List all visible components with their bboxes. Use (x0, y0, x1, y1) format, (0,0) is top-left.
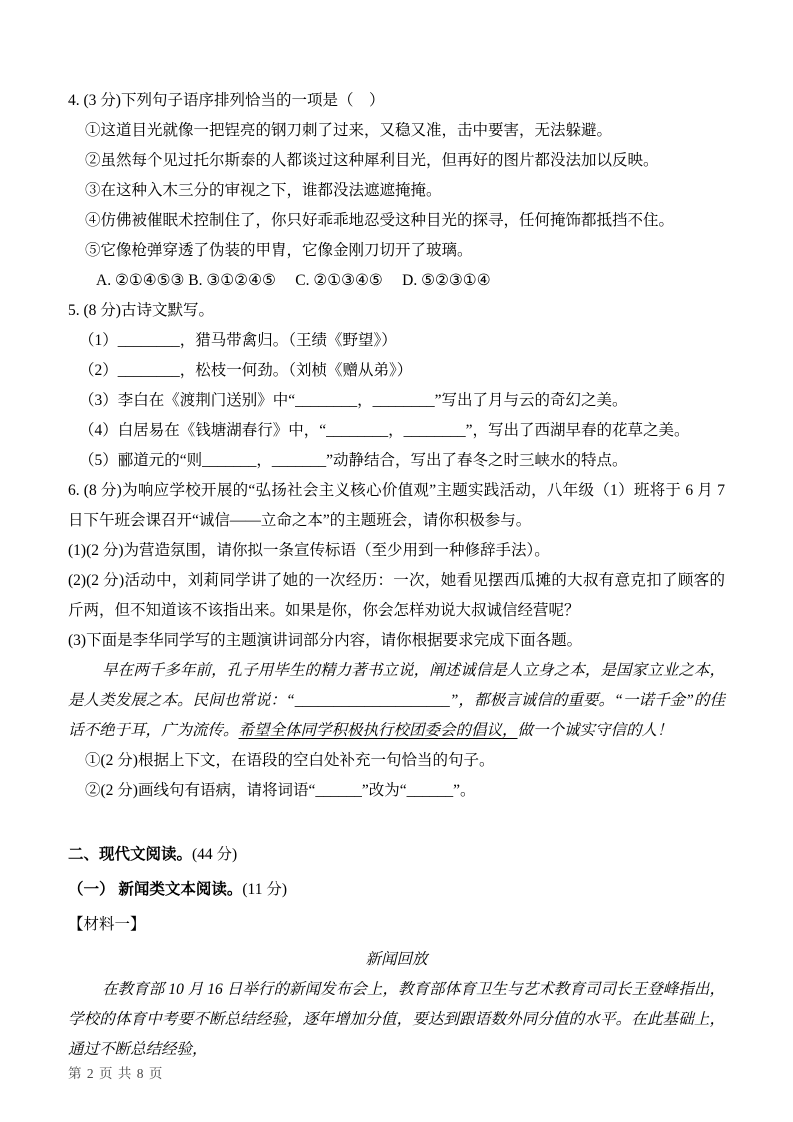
section-2-heading-score: (44 分) (192, 846, 238, 863)
q6-task-2: ②(2 分)画线句有语病，请将词语“______”改为“______”。 (85, 782, 476, 799)
question-5-prompt: 5. (8 分)古诗文默写。 (68, 302, 214, 319)
q4-sentence-5: ⑤它像枪弹穿透了伪装的甲胄，它像金刚刀切开了玻璃。 (85, 242, 473, 259)
speech-text-start: 早在两千多年前，孔子用毕生的精力著书立说，阐述诚信是人立身之本，是国家立业之本，是人类发展之本。民间也常说：“____________________”，都极言诚信的重要。“一诺千金”的佳话不绝于耳，广为流传。 (68, 662, 725, 739)
section-2-subheading-text: （一） 新闻类文本阅读。 (68, 881, 243, 898)
section-2-subheading (68, 875, 725, 905)
question-4-prompt: 4. (3 分)下列句子语序排列恰当的一项是（ ） (68, 92, 385, 109)
speech-text-end: 做一个诚实守信的人！ (517, 722, 673, 739)
q4-sentence-3: ③在这种入木三分的审视之下，谁都没法遮遮掩掩。 (85, 182, 442, 199)
news-replay-title: 新闻回放 (365, 951, 428, 968)
section-2-heading (68, 840, 725, 870)
speech-underlined-clause: 希望全体同学积极执行校团委会的倡议， (238, 722, 518, 739)
q6-subquestion-3: (3)下面是李华同学写的主题演讲词部分内容，请你根据要求完成下面各题。 (68, 632, 583, 649)
q5-blank-2: （2）________，松枝一何劲。（刘桢《赠从弟》） (79, 362, 413, 379)
material-1-label: 【材料一】 (68, 916, 146, 933)
q6-speech-paragraph (68, 656, 725, 746)
q6-subquestion-1: (1)(2 分)为营造氛围，请你拟一条宣传标语（至少用到一种修辞手法）。 (68, 542, 550, 559)
q5-blank-1: （1）________，猎马带禽归。（王绩《野望》） (79, 332, 397, 349)
q5-blank-5: （5）郦道元的“则_______，_______”动静结合，写出了春冬之时三峡水的特点。 (79, 452, 628, 469)
q4-sentence-2: ②虽然每个见过托尔斯泰的人都谈过这种犀利目光，但再好的图片都没法加以反映。 (85, 152, 659, 169)
page-number-footer: 第 2 页 共 8 页 (68, 1066, 164, 1081)
section-2-subheading-score: (11 分) (242, 881, 288, 898)
news-paragraph: 在教育部 10 月 16 日举行的新闻发布会上，教育部体育卫生与艺术教育司司长王登峰指出，学校的体育中考要不断总结经验，逐年增加分值，要达到跟语数外同分值的水平。在此基础上，通过不断总结经验， (68, 981, 725, 1058)
q5-blank-4: （4）白居易在《钱塘湖春行》中，“________，________”，写出了西湖早春的花草之美。 (79, 422, 690, 439)
q4-answer-options: A. ②①④⑤③ B. ③①②④⑤ C. ②①③④⑤ D. ⑤②③①④ (96, 272, 491, 289)
section-2-heading-text: 二、现代文阅读。 (68, 846, 193, 863)
q4-sentence-1: ①这道目光就像一把锃亮的钢刀刺了过来，又稳又准，击中要害，无法躲避。 (85, 122, 613, 139)
q6-subquestion-2: (2)(2 分)活动中，刘莉同学讲了她的一次经历：一次，她看见摆西瓜摊的大叔有意克扣了顾客的斤两，但不知道该不该指出来。如果是你，你会怎样劝说大叔诚信经营呢？ (68, 572, 725, 619)
q5-blank-3: （3）李白在《渡荆门送别》中“________，________”写出了月与云的奇幻之美。 (79, 392, 628, 409)
q4-sentence-4: ④仿佛被催眠术控制住了，你只好乖乖地忍受这种目光的探寻，任何掩饰都抵挡不住。 (85, 212, 675, 229)
question-6-intro: 6. (8 分)为响应学校开展的“弘扬社会主义核心价值观”主题实践活动，八年级（1）班将于 6 月 7 日下午班会课召开“诚信——立命之本”的主题班会，请你积极参与。 (68, 482, 725, 529)
q6-task-1: ①(2 分)根据上下文，在语段的空白处补充一句恰当的句子。 (85, 752, 495, 769)
